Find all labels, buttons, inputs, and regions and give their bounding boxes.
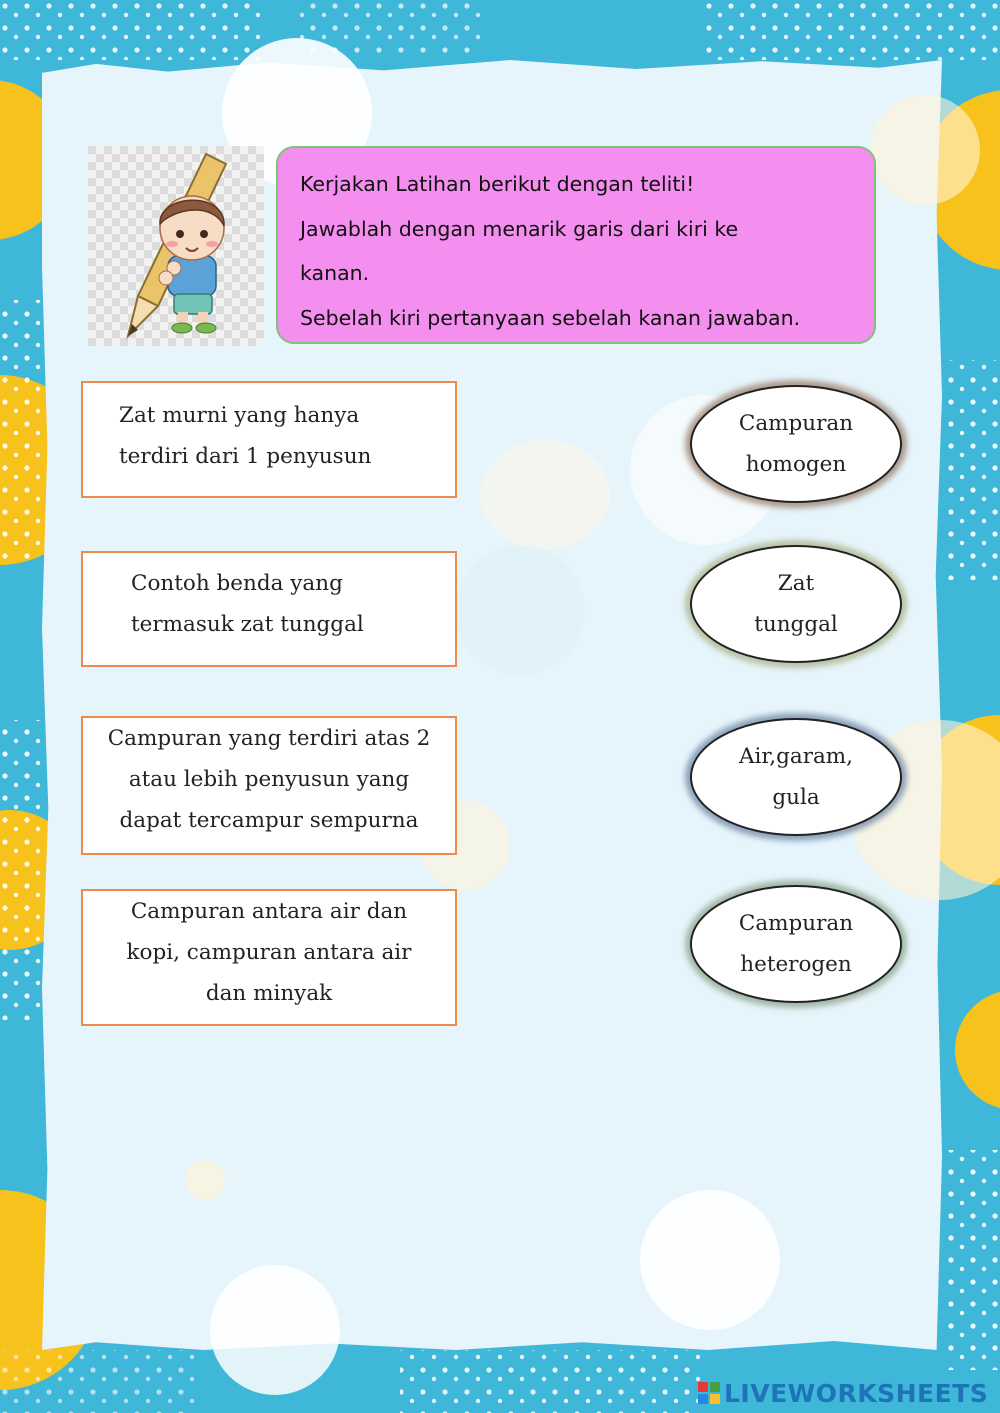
- background-bubble: [455, 545, 585, 675]
- instruction-line: Jawablah dengan menarik garis dari kiri ke: [300, 216, 739, 241]
- question-line: atau lebih penyusun yang: [128, 767, 410, 792]
- question-line: kopi, campuran antara air: [126, 940, 412, 965]
- answer-line: Zat: [777, 571, 815, 596]
- answer-line: Campuran: [738, 911, 854, 936]
- question-box-2[interactable]: [81, 551, 457, 667]
- question-box-1[interactable]: [81, 381, 457, 498]
- background-bubble: [210, 1265, 340, 1395]
- instructions-box: [276, 146, 876, 344]
- child-pencil-illustration: [88, 146, 264, 346]
- background-bubble: [640, 1190, 780, 1330]
- instruction-line: kanan.: [300, 261, 370, 285]
- answer-line: heterogen: [740, 952, 852, 977]
- background-bubble: [480, 440, 610, 550]
- answer-line: gula: [772, 785, 820, 810]
- instruction-line: Sebelah kiri pertanyaan sebelah kanan jawaban.: [300, 305, 801, 330]
- question-box-3[interactable]: [81, 716, 457, 855]
- answer-oval-4[interactable]: [690, 885, 902, 1003]
- question-line: Zat murni yang hanya: [119, 403, 360, 428]
- instruction-line: Kerjakan Latihan berikut dengan teliti!: [300, 172, 695, 196]
- question-line: Campuran antara air dan: [130, 899, 408, 924]
- answer-oval-1[interactable]: [690, 385, 902, 503]
- answer-oval-3[interactable]: [690, 718, 902, 836]
- question-line: dapat tercampur sempurna: [119, 808, 419, 833]
- watermark-text: LIVEWORKSHEETS: [724, 1378, 989, 1408]
- liveworksheets-watermark[interactable]: [698, 1378, 988, 1408]
- answer-line: Campuran: [738, 411, 854, 436]
- question-line: Contoh benda yang: [131, 571, 343, 596]
- question-box-4[interactable]: [81, 889, 457, 1026]
- answer-line: homogen: [745, 452, 847, 477]
- background-bubble: [870, 95, 980, 205]
- answer-line: tunggal: [754, 612, 838, 637]
- question-line: dan minyak: [205, 981, 333, 1006]
- background-bubble: [185, 1160, 225, 1200]
- question-line: terdiri dari 1 penyusun: [119, 444, 372, 469]
- question-line: Campuran yang terdiri atas 2: [107, 726, 431, 751]
- answer-oval-2[interactable]: [690, 545, 902, 663]
- question-line: termasuk zat tunggal: [131, 612, 364, 637]
- liveworksheets-logo-icon: [698, 1382, 720, 1404]
- answer-line: Air,garam,: [738, 744, 854, 769]
